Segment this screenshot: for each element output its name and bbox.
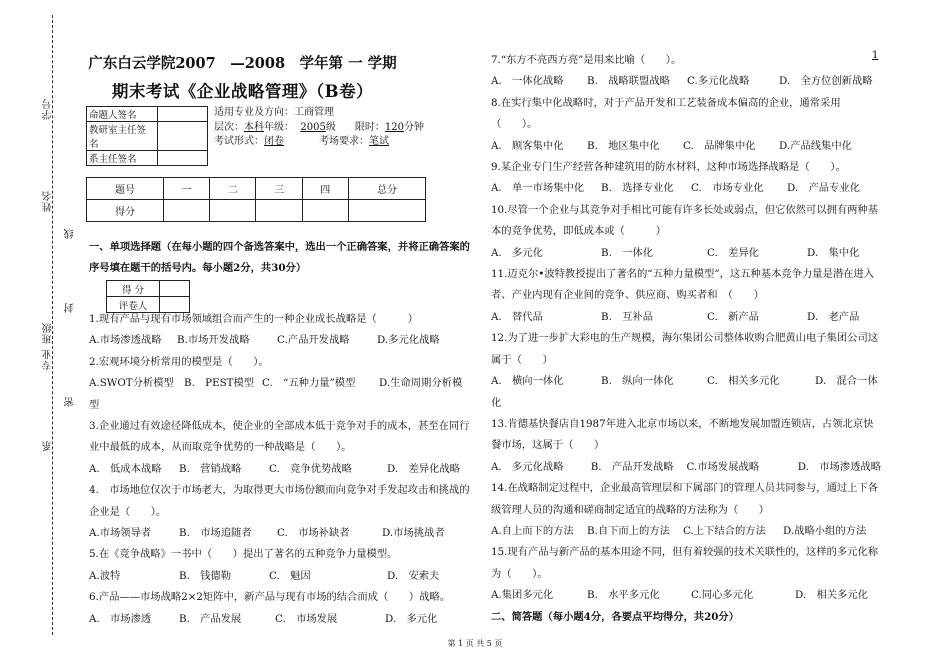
exam-title: 期末考试《企业战略管理》（B卷） [111, 82, 374, 101]
option[interactable]: B. 市场追随者 [179, 527, 252, 540]
option[interactable]: A.自上而下的方法 [491, 524, 574, 537]
question-options [89, 330, 479, 351]
question-stem: 11.迈克尔•波特教授提出了著名的“五种力量模型”，这五种基本竞争力量是潜在进入者、产业内现有企业间的竞争、供应商、购买者和 （ ） [491, 268, 875, 302]
score-header: 二 [210, 178, 256, 200]
question-stem: 13.肯德基快餐店自1987年进入北京市场以来，不断地发展加盟连锁店，占领北京快餐市场，这属于（ ） [491, 417, 874, 452]
binding-label-sealed: 密 [65, 396, 76, 407]
option[interactable]: D.产品线集中化 [779, 139, 852, 152]
section1-title-a: 一、单项选择题（在每小题的四个备选答案中，选出一个正确答案，并将正确答案的 [89, 241, 470, 253]
left-column [89, 237, 479, 280]
grade-value: 2005 [300, 121, 326, 133]
level-label: 层次： [214, 121, 244, 133]
score-table [86, 177, 426, 222]
option[interactable]: B. 产品开发战略 [590, 460, 674, 473]
section1-grader-label: 评卷人 [107, 297, 160, 313]
applies-value: 工商管理 [294, 107, 334, 118]
right-questions [491, 50, 881, 628]
signature-value [158, 151, 208, 166]
option[interactable]: A. 横向一体化 [491, 375, 564, 388]
question-options [491, 521, 881, 542]
section2-title: 二、简答题（每小题4分，各要点平均得分，共20分） [491, 610, 740, 623]
option[interactable]: C. 竞争优势战略 [269, 462, 352, 475]
option[interactable]: A.波特 [89, 569, 121, 582]
option[interactable]: C. 差异化 [707, 246, 759, 259]
option[interactable]: A. 单一市场集中化 [491, 182, 585, 195]
grade-label: 年级： [264, 121, 294, 133]
option[interactable]: B. 互补品 [601, 310, 654, 323]
option[interactable]: A.SWOT分析模型 [89, 377, 174, 390]
option[interactable]: D.生命周期分析模 [379, 377, 463, 390]
option[interactable]: A. 替代品 [491, 310, 543, 323]
option[interactable]: C. “五种力量”模型 [262, 377, 356, 390]
option[interactable]: B. 一体化 [601, 246, 654, 259]
signature-label: 命题人签名 [87, 107, 158, 122]
time-value: 120 [384, 121, 404, 133]
question-options [89, 373, 479, 394]
question-options [491, 71, 881, 92]
question-tail: 型 [89, 398, 100, 411]
exam-info [214, 106, 424, 150]
time-suffix: 分钟 [403, 121, 424, 133]
applies-label: 适用专业及方向： [214, 107, 294, 118]
signature-value [158, 122, 208, 151]
option[interactable]: A. 多元化 [491, 246, 543, 259]
binding-dashed-line [52, 15, 53, 635]
signature-label: 系主任签名 [87, 151, 158, 166]
question-options [491, 136, 881, 157]
option[interactable]: A. 顾客集中化 [491, 139, 564, 152]
score-header: 一 [164, 178, 210, 200]
binding-label-class: 专业 班级 [43, 322, 54, 371]
option[interactable]: C. 魁因 [269, 569, 311, 582]
question-options [89, 566, 479, 587]
binding-label-name: 姓名 [43, 190, 54, 212]
option[interactable]: C. 新产品 [707, 310, 759, 323]
score-header: 总分 [348, 178, 425, 200]
signature-label: 教研室主任签名 [87, 122, 158, 151]
binding-label-seal: 封 [65, 302, 76, 313]
option[interactable]: B. 营销战略 [179, 462, 242, 475]
form-label: 考试形式： [214, 136, 264, 147]
score-header: 四 [302, 178, 348, 200]
option[interactable]: B. PEST模型 [184, 377, 255, 390]
exam-header-term: 广东白云学院2007 —2008 学年第 一 学期 [88, 55, 397, 72]
question-stem: 7.“东方不亮西方亮”是用来比喻（ ）。 [491, 54, 682, 66]
option[interactable]: C.多元化战略 [687, 75, 750, 88]
option[interactable]: C.产品开发战略 [277, 334, 350, 347]
signature-value [158, 107, 208, 122]
req-label: 考场要求： [318, 136, 369, 147]
score-row-label: 得分 [87, 200, 164, 222]
corner-page-number: 1 [872, 50, 879, 61]
score-header: 三 [256, 178, 302, 200]
option[interactable]: B. 水平多元化 [587, 589, 660, 602]
option[interactable]: B. 地区集中化 [587, 139, 660, 152]
option[interactable]: C. 品牌集中化 [683, 139, 756, 152]
option[interactable]: D.战略小组的方法 [783, 524, 867, 537]
question-stem: 4. 市场地位仅次于市场老大，为取得更大市场份额而向竞争对手发起攻击和挑战的企业是（ ）。 [89, 484, 470, 518]
section1-score-cell[interactable] [160, 281, 190, 297]
question-stem: 6.产品——市场战略2×2矩阵中，新产品与现有市场的结合而成（ ）战略。 [89, 591, 451, 604]
option[interactable]: A. 市场渗透 [89, 612, 152, 625]
option[interactable]: C. 相关多元化 [707, 375, 780, 388]
option[interactable]: A.市场领导者 [89, 527, 152, 540]
question-stem: 9.某企业专门生产经营各种建筑用的防水材料，这种市场选择战略是（ ）。 [491, 161, 846, 174]
option[interactable]: D. 集中化 [807, 246, 860, 259]
option[interactable]: D. 多元化 [385, 612, 438, 625]
option[interactable]: C. 市场专业化 [691, 182, 764, 195]
score-cell[interactable] [210, 200, 256, 222]
option[interactable]: A.市场渗透战略 [89, 334, 162, 347]
option[interactable]: D. 相关多元化 [795, 589, 868, 602]
signature-table [86, 106, 208, 166]
option[interactable]: A.集团多元化 [491, 589, 554, 602]
question-stem: 15.现有产品与新产品的基本用途不同，但有着较强的技术关联性的，这样的多元化称为（ ）。 [491, 546, 879, 580]
option[interactable]: C.市场发展战略 [686, 460, 760, 473]
option[interactable]: D. 差异化战略 [387, 462, 460, 475]
option[interactable]: B. 纵向一体化 [601, 375, 674, 388]
option[interactable]: C. 市场发展 [275, 612, 338, 625]
option[interactable]: B. 产品发展 [179, 612, 242, 625]
page-footer: 第 1 页 共 5 页 [447, 639, 503, 648]
option[interactable]: C. 市场补缺者 [277, 527, 350, 540]
question-stem: 1.现有产品与现有市场领域组合而产生的一种企业成长战略是（ ） [89, 313, 419, 325]
question-options [491, 243, 881, 264]
binding-label-student-no: 学号 [43, 98, 54, 120]
score-cell[interactable] [348, 200, 425, 222]
form-value: 闭卷 [264, 136, 284, 147]
option[interactable]: D. 混合一体 [815, 375, 878, 388]
option[interactable]: D. 市场渗透战略 [797, 460, 881, 473]
score-cell[interactable] [302, 200, 348, 222]
left-questions [89, 309, 479, 630]
option[interactable]: A. 低成本战略 [89, 462, 162, 475]
question-stem: 2.宏观环境分析常用的模型是（ ）。 [89, 355, 269, 368]
question-options [491, 585, 881, 606]
question-options [491, 178, 881, 199]
score-header: 题号 [87, 178, 164, 200]
section1-score-label: 得 分 [107, 281, 160, 297]
question-options [491, 371, 881, 392]
option[interactable]: D.市场挑战者 [382, 527, 445, 540]
option[interactable]: B. 钱德勒 [179, 569, 232, 582]
option[interactable]: A. 一体化战略 [491, 75, 564, 88]
level-value: 本科 [244, 121, 264, 133]
question-options [89, 609, 479, 630]
score-cell[interactable] [164, 200, 210, 222]
question-stem: 12.为了进一步扩大彩电的生产规模，海尔集团公司整体收购合肥黄山电子集团公司这属于（ ） [491, 332, 879, 366]
binding-label-line: 线 [65, 228, 76, 239]
option[interactable]: D. 安索夫 [387, 569, 440, 582]
question-options [491, 307, 881, 328]
question-stem: 5.在《竞争战略》一书中（ ）提出了著名的五种竞争力量模型。 [89, 548, 398, 561]
option[interactable]: D. 全方位创新战略 [779, 75, 873, 88]
question-stem: 3.企业通过有效途径降低成本，使企业的全部成本低于竞争对手的成本，甚至在同行业中最低的成本，从而取竞争优势的一种战略是（ ）。 [89, 420, 470, 454]
option[interactable]: B.自下而上的方法 [587, 524, 670, 537]
question-stem: 14.在战略制定过程中，企业最高管理层和下属部门的管理人员共同参与，通过上下各级管理人员的沟通和磋商制定适宜的战略的方法称为（ ） [491, 482, 879, 516]
option[interactable]: D. 产品专业化 [787, 182, 860, 195]
option[interactable]: B.市场开发战略 [177, 334, 250, 347]
req-value: 笔试 [368, 136, 389, 147]
question-tail: 化 [491, 396, 502, 409]
question-stem: 10.尽管一个企业与其竞争对手相比可能有许多长处或弱点，但它依然可以拥有两种基本的竞争优势，即低成本或（ ） [491, 203, 879, 238]
question-options [89, 523, 479, 544]
score-cell[interactable] [256, 200, 302, 222]
option[interactable]: B. 选择专业化 [601, 182, 674, 195]
option[interactable]: B. 战略联盟战略 [587, 75, 670, 88]
question-stem: 8.在实行集中化战略时，对于产品开发和工艺装备成本偏高的企业，通常采用（ ）。 [491, 96, 841, 131]
section1-title-b: 序号填在题干的括号内。每小题2分，共30分） [89, 262, 307, 275]
binding-label-dept: 系 [43, 440, 54, 451]
option[interactable]: C.同心多元化 [691, 589, 754, 602]
option[interactable]: D.多元化战略 [377, 334, 440, 347]
option[interactable]: D. 老产品 [807, 310, 860, 323]
option[interactable]: A. 多元化战略 [491, 460, 564, 473]
option[interactable]: C.上下结合的方法 [683, 524, 766, 537]
question-options [89, 459, 479, 480]
question-options [491, 457, 881, 478]
time-label: 限时： [354, 121, 385, 133]
grade-suffix: 级 [325, 121, 336, 133]
